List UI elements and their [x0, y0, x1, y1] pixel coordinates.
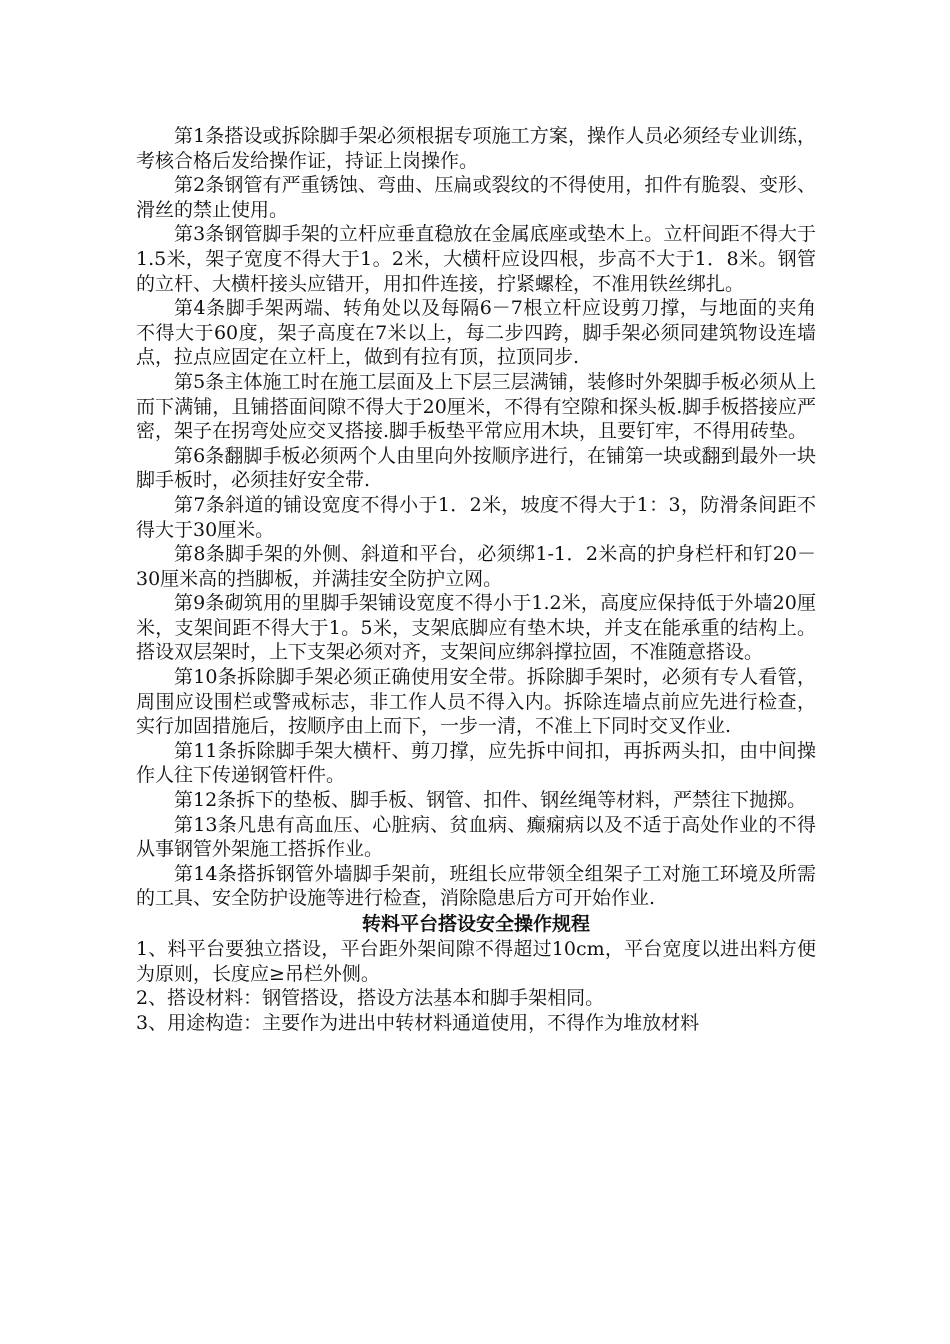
section-item-1: 1、料平台要独立搭设，平台距外架间隙不得超过10cm，平台宽度以进出料方便为原则，长度应≥吊栏外侧。	[136, 938, 816, 985]
article-14: 第14条搭拆钢管外墙脚手架前，班组长应带领全组架子工对施工环境及所需的工具、安全防护设施等进行检查，消除隐患后方可开始作业.	[136, 862, 816, 910]
article-12: 第12条拆下的垫板、脚手板、钢管、扣件、钢丝绳等材料，严禁往下抛掷。	[174, 789, 807, 812]
section-item-3: 3、用途构造：主要作为进出中转材料通道使用，不得作为堆放材料	[136, 1011, 700, 1034]
article-8: 第8条脚手架的外侧、斜道和平台，必须绑1-1．2米高的护身栏杆和钉20－30厘米高的挡脚板，并满挂安全防护立网。	[136, 543, 816, 590]
article-5: 第5条主体施工时在施工层面及上下层三层满铺，装修时外架脚手板必须从上而下满铺，且铺搭面间隙不得大于20厘米，不得有空隙和探头板.脚手板搭接应严密，架子在拐弯处应交叉搭接.脚手板垫平常应用木块，且要钉牢，不得用砖垫。	[136, 370, 816, 443]
article-6: 第6条翻脚手板必须两个人由里向外按顺序进行，在铺第一块或翻到最外一块脚手板时，必须挂好安全带.	[136, 444, 816, 492]
section-item-2: 2、搭设材料：钢管搭设，搭设方法基本和脚手架相同。	[136, 987, 605, 1010]
article-13: 第13条凡患有高血压、心脏病、贫血病、癫痫病以及不适于高处作业的不得从事钢管外架施工搭拆作业。	[136, 813, 816, 861]
article-11: 第11条拆除脚手架大横杆、剪刀撑，应先拆中间扣，再拆两头扣，由中间操作人往下传递钢管杆件。	[136, 739, 816, 787]
article-10: 第10条拆除脚手架必须正确使用安全带。拆除脚手架时，必须有专人看管，周围应设围栏或警戒标志，非工作人员不得入内。拆除连墙点前应先进行检查，实行加固措施后，按顺序由上而下，一步一清，不准上下同时交叉作业.	[136, 666, 816, 738]
section-title: 转料平台搭设安全操作规程	[361, 913, 590, 935]
article-1: 第1条搭设或拆除脚手架必须根据专项施工方案，操作人员必须经专业训练，考核合格后发给操作证，持证上岗操作。	[136, 125, 816, 172]
article-list	[136, 124, 816, 911]
document-page	[136, 124, 816, 1035]
section-item-list	[136, 937, 816, 1035]
article-9: 第9条砌筑用的里脚手架铺设宽度不得小于1.2米，高度应保持低于外墙20厘米，支架间距不得大于1。5米，支架底脚应有垫木块，并支在能承重的结构上。搭设双层架时，上下支架必须对齐，支架间应绑斜撑拉固，不准随意搭设。	[136, 592, 816, 664]
article-7: 第7条斜道的铺设宽度不得小于1．2米，坡度不得大于1：3，防滑条间距不得大于30厘米。	[136, 493, 816, 541]
article-2: 第2条钢管有严重锈蚀、弯曲、压扁或裂纹的不得使用，扣件有脆裂、变形、滑丝的禁止使用。	[136, 174, 816, 221]
article-4: 第4条脚手架两端、转角处以及每隔6－7根立杆应设剪刀撑，与地面的夹角不得大于60度，架子高度在7米以上，每二步四跨，脚手架必须同建筑物设连墙点，拉点应固定在立杆上，做到有拉有顶，拉顶同步.	[136, 297, 816, 369]
article-3: 第3条钢管脚手架的立杆应垂直稳放在金属底座或垫木上。立杆间距不得大于1.5米，架子宽度不得大于1。2米，大横杆应设四根，步高不大于1．8米。钢管的立杆、大横杆接头应错开，用扣件连接，拧紧螺栓，不准用铁丝绑扎。	[136, 223, 816, 295]
